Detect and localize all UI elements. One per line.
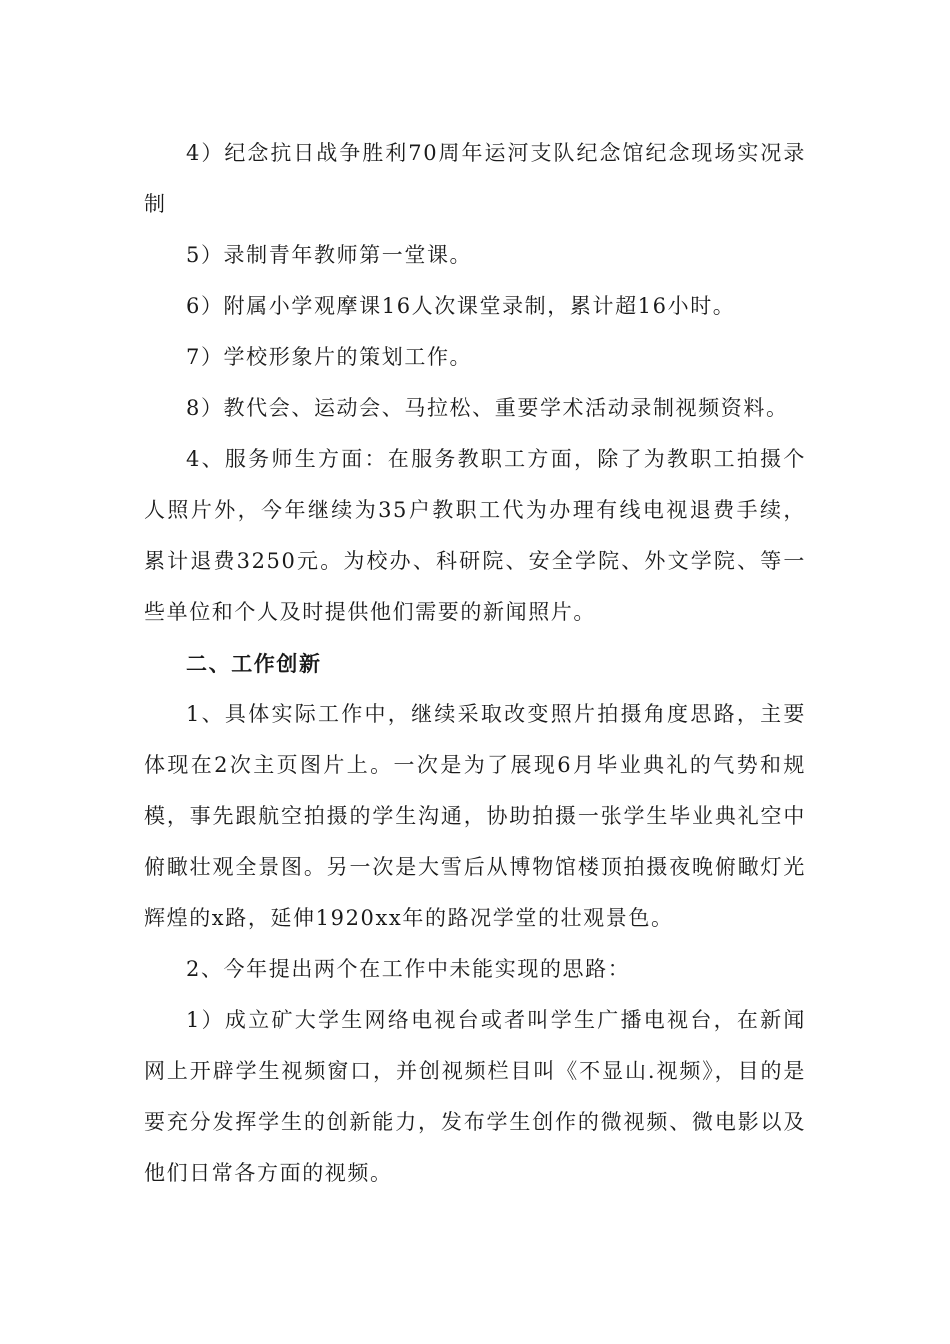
document-body — [144, 128, 806, 1199]
list-item-7-planning: 7）学校形象片的策划工作。 — [186, 345, 473, 369]
paragraph-service: 4、服务师生方面：在服务教职工方面，除了为教职工拍摄个人照片外，今年继续为35户教职工代为办理有线电视退费手续，累计退费3250元。为校办、科研院、安全学院、外文学院、等一些单位和个人及时提供他们需要的新闻照片。 — [144, 447, 806, 624]
paragraph-innovation-1: 1、具体实际工作中，继续采取改变照片拍摄角度思路，主要体现在2次主页图片上。一次是为了展现6月毕业典礼的气势和规模，事先跟航空拍摄的学生沟通，协助拍摄一张学生毕业典礼空中俯瞰壮观全景图。另一次是大雪后从博物馆楼顶拍摄夜晚俯瞰灯光辉煌的x路，延伸1920xx年的路况学堂的壮观景色。 — [144, 702, 806, 930]
list-item-6-recording: 6）附属小学观摩课16人次课堂录制，累计超16小时。 — [186, 294, 736, 318]
paragraph-innovation-2: 2、今年提出两个在工作中未能实现的思路： — [186, 957, 631, 981]
list-item-5-recording: 5）录制青年教师第一堂课。 — [186, 243, 473, 267]
section-heading: 二、工作创新 — [186, 651, 322, 676]
list-item-idea-1: 1）成立矿大学生网络电视台或者叫学生广播电视台，在新闻网上开辟学生视频窗口，并创视频栏目叫《不显山.视频》，目的是要充分发挥学生的创新能力，发布学生创作的微视频、微电影以及他们日常各方面的视频。 — [144, 1008, 806, 1185]
list-item-8-recording: 8）教代会、运动会、马拉松、重要学术活动录制视频资料。 — [186, 396, 789, 420]
list-item-4-recording: 4）纪念抗日战争胜利70周年运河支队纪念馆纪念现场实况录制 — [144, 141, 806, 216]
